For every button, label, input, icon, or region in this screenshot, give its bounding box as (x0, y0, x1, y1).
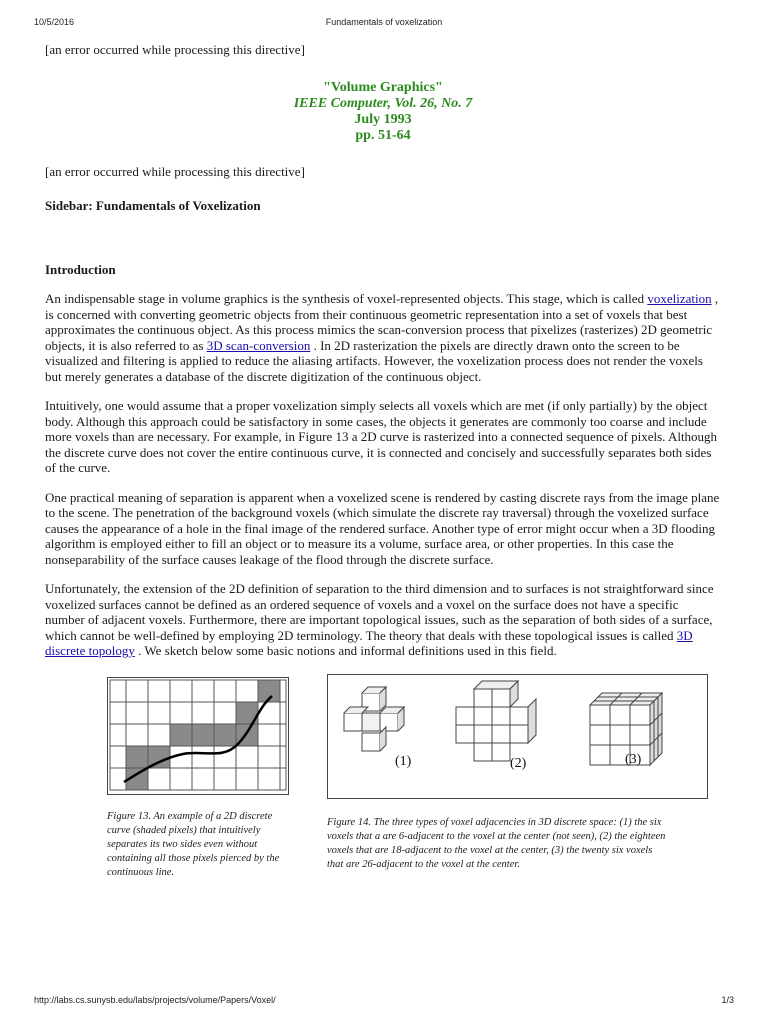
paragraph-text: , is concerned with converting geometric objects from their continuous geometric representation into a set of voxels that best approximates the continuous object. As this process mimics the scan-conversion process that pixelizes (rasterizes) 2D geometric objects, it is also referred to as (45, 291, 719, 353)
paragraph (45, 581, 721, 659)
sidebar-title: Sidebar: Fundamentals of Voxelization (45, 198, 261, 213)
figure-13-caption: Figure 13. An example of a 2D discrete curve (shaded pixels) that intuitively separates its two sides even without containing all those pixels pierced by the continuous line. (107, 810, 280, 878)
citation-block (45, 80, 721, 144)
3d-scan-conversion-link[interactable]: 3D scan-conversion (206, 337, 311, 353)
paragraph-text: . In 2D rasterization the pixels are directly drawn onto the screen to be visualized and filtering is applied to reduce the aliasing artifacts. However, the voxelization process does not render the voxels but merely generates a database of the discrete digitization of the continuous object. (45, 337, 703, 384)
fig14-label-1: (1) (395, 753, 412, 769)
paragraph (45, 291, 721, 384)
ssi-error-message: [an error occurred while processing this directive] (45, 42, 305, 57)
fig14-label-3: (3) (625, 751, 642, 767)
3d-discrete-topology-link[interactable]: 3D discrete topology (45, 627, 693, 658)
print-title: Fundamentals of voxelization (325, 17, 443, 27)
figures-row (45, 677, 721, 907)
print-date: 10/5/2016 (34, 17, 75, 27)
voxel-adjacency-illustration (328, 675, 707, 798)
paragraph-text: . We sketch below some basic notions and informal definitions used in this field. (134, 643, 557, 658)
paragraph-text: Unfortunately, the extension of the 2D definition of separation to the third dimension and to surfaces is not straightforward since voxelized surfaces cannot be defined as an ordered sequence of voxels and a voxel on the surface does not have a specific number of adjacent voxels. Furthermore, there are important topological issues, such as the separation of both sides of a surface, which cannot be well-defined by employing 2D terminology. The theory that deals with these topological issues is called (45, 581, 714, 643)
paragraph: One practical meaning of separation is apparent when a voxelized scene is rendered by casting discrete rays from the image plane to the scene. The penetration of the background voxels (which simulate the discrete ray traversal) through the voxelized surface causes the appearance of a hole in the final image of the rendered surface. Another type of error might occur when a 3D flooding algorithm is employed either to fill an object or to measure its a volume, surface area, or other properties. In this case the nonseparability of the surface causes leakage of the flood through the discrete surface. (45, 489, 720, 567)
figure-14-voxel-adjacencies (327, 674, 708, 799)
section-heading-introduction: Introduction (45, 262, 116, 277)
figure-14-caption: Figure 14. The three types of voxel adjacencies in 3D discrete space: (1) the six voxels that a are 6-adjacent to the voxel at the center (not seen), (2) the eighteen voxels that are 18-adjacent to the voxel at the center, (3) the twenty six voxels that are 26-adjacent to the voxel at the center. (327, 816, 666, 870)
figure-13-discrete-curve (107, 677, 289, 795)
citation-title: "Volume Graphics" (323, 79, 443, 95)
pixel-grid-illustration (108, 678, 288, 794)
paragraph: Intuitively, one would assume that a proper voxelization simply selects all voxels which are met (if only partially) by the object body. Although this approach could be satisfactory in some cases, the objects it generates are commonly too coarse and include more voxels than are necessary. For example, in Figure 13 a 2D curve is rasterized into a connected sequence of pixels. Although the discrete curve does not cover the entire continuous curve, it is connected and concisely and successfully separates both sides of the curve. (45, 398, 718, 475)
page-number: 1/3 (721, 995, 734, 1005)
ssi-error-message: [an error occurred while processing this directive] (45, 163, 305, 179)
fig14-label-2: (2) (510, 755, 527, 771)
voxelization-link[interactable]: voxelization (647, 291, 712, 306)
citation-pages: pp. 51-64 (355, 127, 411, 143)
document-body (45, 42, 721, 907)
citation-date: July 1993 (354, 111, 412, 127)
page-url: http://labs.cs.sunysb.edu/labs/projects/volume/Papers/Voxel/ (34, 995, 276, 1005)
citation-journal: IEEE Computer, Vol. 26, No. 7 (293, 95, 473, 111)
print-footer (34, 995, 734, 1007)
paragraph-text: An indispensable stage in volume graphics is the synthesis of voxel-represented objects. This stage, which is called (45, 291, 648, 306)
print-header (34, 17, 734, 29)
